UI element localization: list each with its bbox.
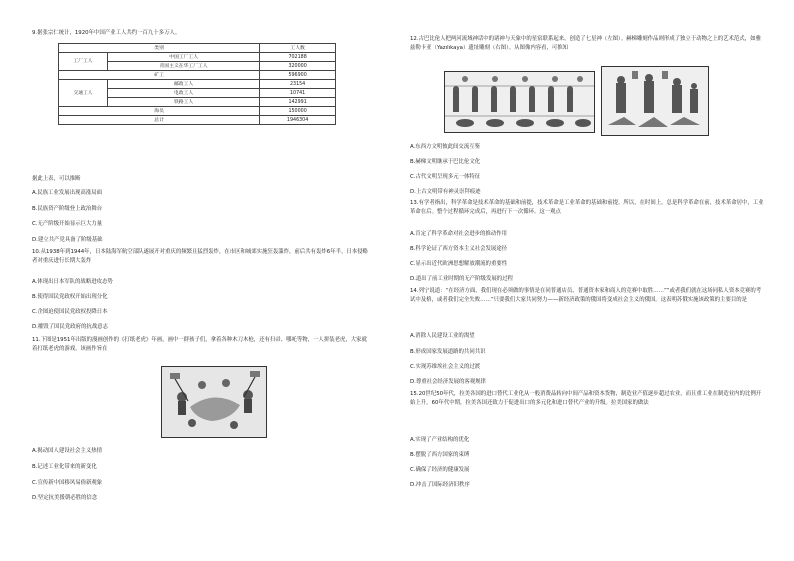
q12-option-c[interactable]: C.古代文明呈现多元一体特征	[410, 174, 481, 180]
table-header-category: 类别	[59, 44, 260, 53]
q10-option-d[interactable]: D.摧毁了国民党政府的抗战意志	[32, 324, 108, 330]
table-cell-category: 工厂工人	[59, 53, 108, 71]
q10-option-c[interactable]: C.企图迫使国民党政权投降日本	[32, 309, 108, 315]
q13-stem: 13.有学者指出，科学革命是技术革命的基础和前提，技术革命是工业革命的基础和前提。所以，在时间上，总是科学革命在前，技术革命居中，工业革命在后。整个过程循环完成后，再进行下一次循环。这一观点	[410, 200, 764, 215]
q11-option-a[interactable]: A.揭动国人建设社会主义热情	[32, 448, 102, 454]
q13-option-d[interactable]: D.道出了前工业时期的无产阶级发展的过程	[410, 276, 513, 282]
table-row	[59, 116, 336, 125]
q9-stem: 9.据张宗仁统计，1920年中国产业工人共约一百九十多万人。	[32, 30, 181, 36]
q12-option-d[interactable]: D.上古文明带有神灵崇拜痕迹	[410, 189, 481, 195]
table-row	[59, 53, 336, 62]
q9-lead: 据此上表，可以推断	[32, 176, 81, 182]
q15-option-a[interactable]: A.实现了产业结构的优化	[410, 437, 470, 443]
q10-stem: 10.从1938年到1944年，日本陆海军航空部队遂展开对重庆的频繁且猛烈轰炸，在市区和城郊实施狂轰滥炸，前后共有轰炸6年半。日本侵略者对重庆进行长期大轰炸	[32, 249, 368, 264]
q15-option-c[interactable]: C.确保了经济的健康发展	[410, 467, 470, 473]
q10-option-b[interactable]: B.使得国民党政权开始出现分化	[32, 294, 108, 300]
q11-option-b[interactable]: B.记述工业化带来的新变化	[32, 464, 97, 470]
table-cell-category: 海员	[59, 107, 260, 116]
table-cell-num: 702188	[260, 53, 336, 62]
q9-option-d[interactable]: D.建立共产党具备了阶级基础	[32, 237, 103, 243]
table-cell-sub: 中国工厂工人	[108, 53, 260, 62]
q15-stem: 15.20世纪50年代，拉美各国的进口替代工业化从一般消费品转向中间产品和资本货物，制造业产值逐步超过农业，而且重工业在制造业内的比例开始上升。60年代中期，拉美各国还致力于促进出口的多元化和进口替代产业的升级。拉美国家的做法	[410, 391, 762, 406]
q12-option-a[interactable]: A.东西方文明彼此间交流互鉴	[410, 144, 480, 150]
table-cell-category: 矿工	[59, 71, 260, 80]
q12-option-b[interactable]: B.赫梯文明继承于巴比伦文化	[410, 159, 481, 165]
q13-option-b[interactable]: B.科学论证了西方资本主义社会发展途径	[410, 246, 508, 252]
table-cell-num: 596900	[260, 71, 336, 80]
q14-option-b[interactable]: B.形成国家发展道路的共同共识	[410, 349, 486, 355]
table-cell-num: 10741	[260, 89, 336, 98]
paper-tiger-painting	[161, 366, 267, 438]
table-cell-sub: 电政工人	[108, 89, 260, 98]
q11-stem: 11.下图是1951年出版的漫画创作的《打纸老虎》年画，画中一群孩子们，拿着各种木刀木枪，还有扫帚、哪吒等物，一人拼装老虎，大家就着打纸老虎的游戏。该画作旨在	[32, 337, 367, 352]
table-row	[59, 80, 336, 89]
babylon-seven-gods-relief	[444, 71, 595, 133]
q9-option-b[interactable]: B.民族资产阶级登上政治舞台	[32, 206, 103, 212]
q12-stem: 12.古巴比伦人把两河流域神话中的诸神与天象中的星宿联系起来，创造了七星神（左图）。赫梯雕刻作品则形成了独立于动物之上的艺术范式，如雅兹勒卡亚（Yazılıkaya）遗址雕刻（右图）。从图像内容看，可推知	[410, 36, 761, 51]
table-row	[59, 107, 336, 116]
table-row	[59, 71, 336, 80]
yazilikaya-relief	[601, 66, 709, 136]
table-cell-sub: 邮政工人	[108, 80, 260, 89]
q14-option-a[interactable]: A.消除人民建设工业的渴望	[410, 333, 475, 339]
q11-option-c[interactable]: C.宣传新中国移风易俗新观象	[32, 480, 103, 486]
table-cell-num: 142991	[260, 98, 336, 107]
table-cell-category: 交通工人	[59, 80, 108, 107]
q13-option-a[interactable]: A.肯定了科学革命对社会进步的推动作用	[410, 231, 507, 237]
q13-option-c[interactable]: C.显示出近代欧洲思想解放潮流的重要性	[410, 261, 508, 267]
worker-stats-table	[58, 43, 336, 125]
q14-stem: 14.列宁说道：“在经济方面，我们现在必须做的事情是在同普通店员、普通资本家和商人的竞赛中取胜……”“或者我们就在这场同私人资本竞赛的考试中及格，或者我们完全失败……”只要我们大家共同努力——新经济政策的俄国将变成社会主义的俄国。这表明苏俄实施该政策的主要目的是	[410, 288, 762, 303]
table-cell-num: 150000	[260, 107, 336, 116]
q14-option-d[interactable]: D.尊重社会经济发展的客观规律	[410, 379, 486, 385]
table-cell-sub: 帝国主义在华工厂工人	[108, 62, 260, 71]
table-cell-sub: 铁路工人	[108, 98, 260, 107]
table-header-count: 工人数	[260, 44, 336, 53]
q15-option-d[interactable]: D.冲击了国际经济旧秩序	[410, 482, 470, 488]
q9-option-c[interactable]: C.无产阶级开始显示巨大力量	[32, 221, 103, 227]
table-cell-num: 23154	[260, 80, 336, 89]
table-cell-category: 总计	[59, 116, 260, 125]
table-cell-num: 320000	[260, 62, 336, 71]
q10-option-a[interactable]: A.体现出日本军队的战略进攻态势	[32, 279, 113, 285]
q11-option-d[interactable]: D.坚定抗美援朝必胜的信念	[32, 495, 98, 501]
q15-option-b[interactable]: B.摆脱了西方国家的束缚	[410, 452, 470, 458]
q9-option-a[interactable]: A.民族工业发展出现高涨局面	[32, 190, 102, 196]
table-cell-num: 1946304	[260, 116, 336, 125]
q14-option-c[interactable]: C.实现苏维埃社会主义的过渡	[410, 364, 481, 370]
